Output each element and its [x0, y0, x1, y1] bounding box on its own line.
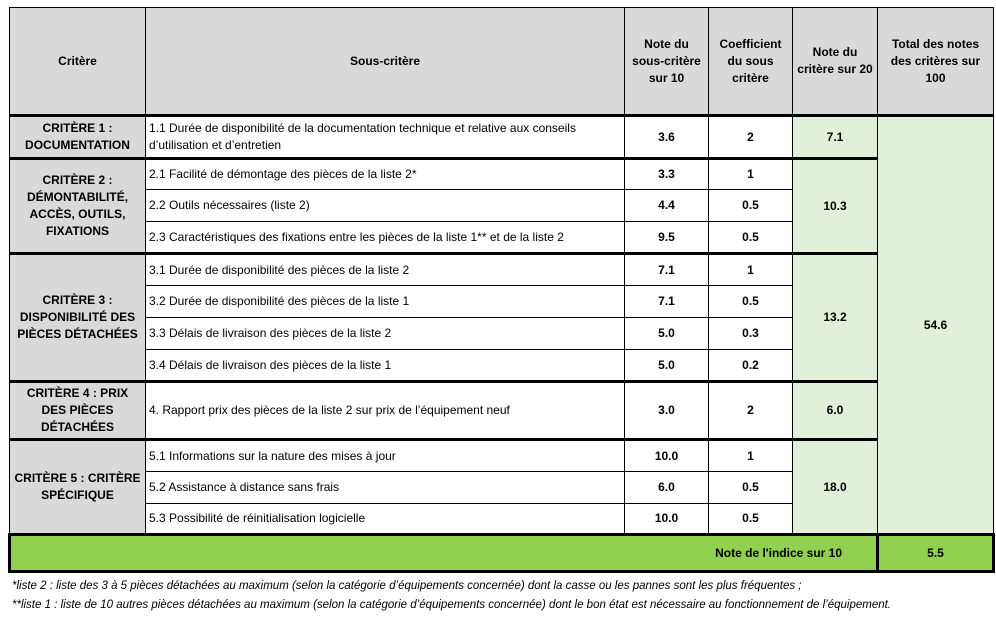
subcriterion-coef: 1	[709, 254, 793, 286]
subcriterion-score: 9.5	[625, 222, 709, 254]
subcriterion-coef: 0.5	[709, 222, 793, 254]
criterion-label: CRITÈRE 3 : DISPONIBILITÉ DES PIÈCES DÉTACHÉES	[10, 254, 146, 382]
table-row	[10, 159, 994, 190]
footnote-liste-1: **liste 1 : liste de 10 autres pièces détachées au maximum (selon la catégorie d’équipements concernée) dont le bon état est nécessaire au fonctionnement de l’équipement.	[12, 598, 891, 611]
subcriterion-coef: 0.5	[709, 286, 793, 318]
footnotes	[12, 577, 987, 614]
header-row	[10, 8, 994, 116]
subcriterion-score: 6.0	[625, 472, 709, 504]
header-total: Total des notes des critères sur 100	[878, 8, 994, 116]
criterion-note: 13.2	[793, 254, 878, 382]
subcriterion-coef: 0.3	[709, 318, 793, 350]
subcriterion-coef: 0.5	[709, 190, 793, 222]
subcriterion-coef: 0.5	[709, 472, 793, 504]
criterion-note: 10.3	[793, 159, 878, 254]
subcriterion-coef: 2	[709, 116, 793, 159]
criterion-note: 6.0	[793, 382, 878, 440]
subcriterion-score: 7.1	[625, 254, 709, 286]
subcriterion-score: 7.1	[625, 286, 709, 318]
subcriterion-label: 2.2 Outils nécessaires (liste 2)	[146, 190, 625, 222]
header-note-critere: Note du critère sur 20	[793, 8, 878, 116]
subcriterion-score: 3.6	[625, 116, 709, 159]
subcriterion-label: 1.1 Durée de disponibilité de la documentation technique et relative aux conseils d’utilisation et d’entretien	[146, 116, 625, 159]
subcriterion-label: 2.1 Facilité de démontage des pièces de la liste 2*	[146, 159, 625, 190]
subcriterion-coef: 0.2	[709, 350, 793, 382]
criterion-label: CRITÈRE 1 : DOCUMENTATION	[10, 116, 146, 159]
subcriterion-label: 5.3 Possibilité de réinitialisation logicielle	[146, 504, 625, 535]
index-value: 5.5	[878, 535, 994, 572]
subcriterion-score: 10.0	[625, 440, 709, 472]
subcriterion-label: 5.1 Informations sur la nature des mises à jour	[146, 440, 625, 472]
criterion-note: 18.0	[793, 440, 878, 535]
subcriterion-label: 3.2 Durée de disponibilité des pièces de la liste 1	[146, 286, 625, 318]
table-row	[10, 116, 994, 159]
header-coef: Coefficient du sous critère	[709, 8, 793, 116]
header-critere: Critère	[10, 8, 146, 116]
subcriterion-label: 2.3 Caractéristiques des fixations entre les pièces de la liste 1** et de la liste 2	[146, 222, 625, 254]
index-row	[10, 535, 994, 572]
subcriterion-label: 3.3 Délais de livraison des pièces de la liste 2	[146, 318, 625, 350]
repairability-table	[8, 7, 995, 573]
subcriterion-score: 3.0	[625, 382, 709, 440]
subcriterion-coef: 0.5	[709, 504, 793, 535]
subcriterion-coef: 2	[709, 382, 793, 440]
subcriterion-label: 4. Rapport prix des pièces de la liste 2 sur prix de l’équipement neuf	[146, 382, 625, 440]
subcriterion-coef: 1	[709, 440, 793, 472]
total-100: 54.6	[878, 116, 994, 535]
table-row	[10, 440, 994, 472]
footnote-liste-2: *liste 2 : liste des 3 à 5 pièces détachées au maximum (selon la catégorie d’équipements concernée) dont la casse ou les pannes sont les plus fréquentes ;	[12, 580, 802, 592]
index-label: Note de l'indice sur 10	[10, 535, 878, 572]
header-sous-critere: Sous-critère	[146, 8, 625, 116]
table-row	[10, 382, 994, 440]
header-note-sous: Note du sous-critère sur 10	[625, 8, 709, 116]
criterion-note: 7.1	[793, 116, 878, 159]
subcriterion-score: 3.3	[625, 159, 709, 190]
subcriterion-score: 10.0	[625, 504, 709, 535]
subcriterion-score: 5.0	[625, 318, 709, 350]
subcriterion-label: 3.4 Délais de livraison des pièces de la liste 1	[146, 350, 625, 382]
criterion-label: CRITÈRE 2 : DÉMONTABILITÉ, ACCÈS, OUTILS, FIXATIONS	[10, 159, 146, 254]
subcriterion-coef: 1	[709, 159, 793, 190]
table-row	[10, 254, 994, 286]
subcriterion-score: 5.0	[625, 350, 709, 382]
subcriterion-label: 5.2 Assistance à distance sans frais	[146, 472, 625, 504]
subcriterion-label: 3.1 Durée de disponibilité des pièces de la liste 2	[146, 254, 625, 286]
criterion-label: CRITÈRE 5 : CRITÈRE SPÉCIFIQUE	[10, 440, 146, 535]
criterion-label: CRITÈRE 4 : PRIX DES PIÈCES DÉTACHÉES	[10, 382, 146, 440]
subcriterion-score: 4.4	[625, 190, 709, 222]
